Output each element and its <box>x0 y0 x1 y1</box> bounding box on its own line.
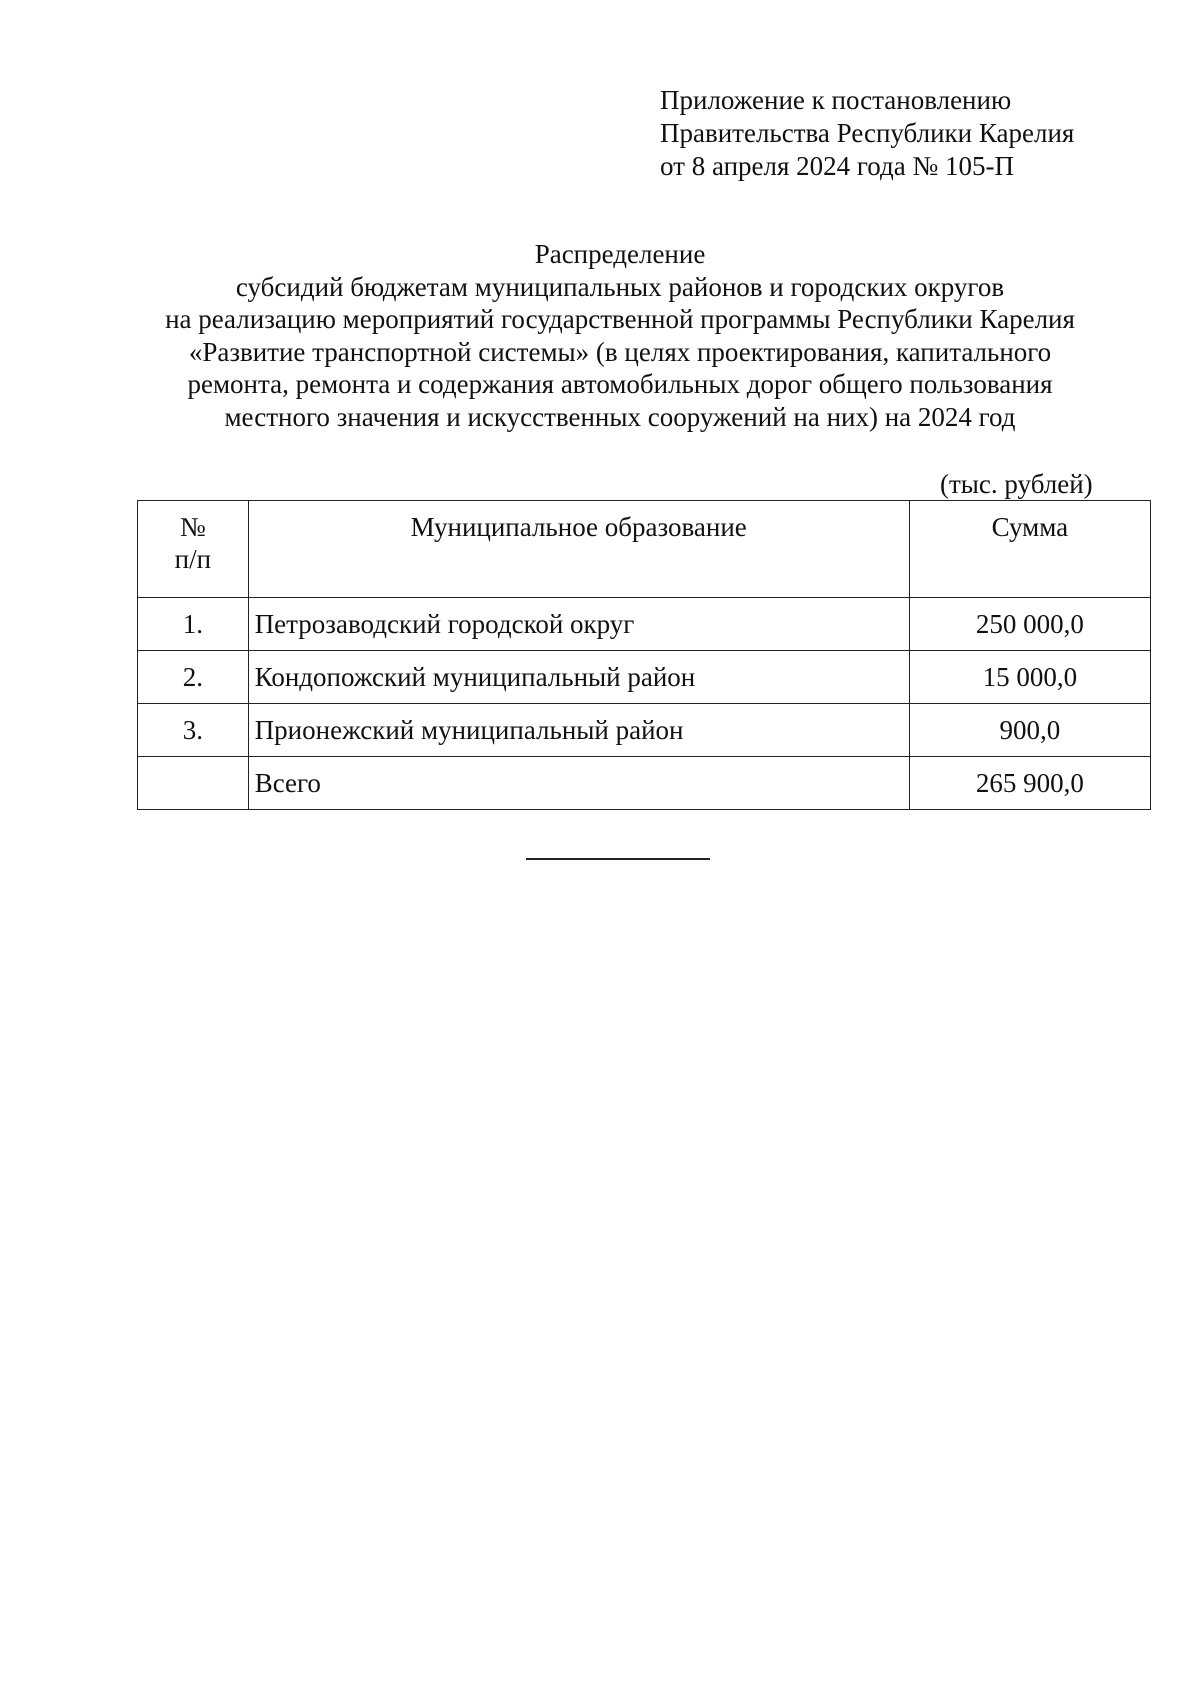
header-number <box>138 501 249 598</box>
distribution-table <box>137 500 1151 810</box>
table-header-row <box>138 501 1151 598</box>
appendix-header <box>660 84 1074 183</box>
units-note: (тыс. рублей) <box>940 469 1093 499</box>
title-line-5: ремонта, ремонта и содержания автомобильных дорог общего пользования <box>187 369 1053 399</box>
title-line-2: субсидий бюджетам муниципальных районов и городских округов <box>235 271 1005 302</box>
header-number-label: п/п <box>174 544 212 574</box>
document-title <box>120 238 1120 433</box>
appendix-line-2: Правительства Республики Карелия <box>660 118 1075 148</box>
header-sum: Сумма <box>909 501 1150 598</box>
total-sum: 265 900,0 <box>909 757 1150 810</box>
appendix-line-1: Приложение к постановлению <box>660 85 1012 115</box>
title-line-6: местного значения и искусственных сооружений на них) на 2024 год <box>224 401 1016 432</box>
appendix-line-3: от 8 апреля 2024 года № 105-П <box>660 151 1014 181</box>
title-line-4: «Развитие транспортной системы» (в целях проектирования, капитального <box>188 336 1052 367</box>
row-sum: 900,0 <box>909 704 1150 757</box>
row-municipality: Петрозаводский городской округ <box>248 598 909 651</box>
row-number: 3. <box>138 704 249 757</box>
row-number: 2. <box>138 651 249 704</box>
title-line-1: Распределение <box>534 239 706 269</box>
total-label: Всего <box>248 757 909 810</box>
header-number-symbol: № <box>179 512 206 542</box>
row-number <box>138 757 249 810</box>
table-row <box>138 598 1151 651</box>
row-sum: 15 000,0 <box>909 651 1150 704</box>
row-number: 1. <box>138 598 249 651</box>
title-line-3: на реализацию мероприятий государственной программы Республики Карелия <box>165 304 1075 334</box>
header-municipality: Муниципальное образование <box>248 501 909 598</box>
table-row <box>138 651 1151 704</box>
row-municipality: Прионежский муниципальный район <box>248 704 909 757</box>
row-municipality: Кондопожский муниципальный район <box>248 651 909 704</box>
table-total-row <box>138 757 1151 810</box>
row-sum: 250 000,0 <box>909 598 1150 651</box>
table-row <box>138 704 1151 757</box>
closing-divider <box>526 858 710 860</box>
